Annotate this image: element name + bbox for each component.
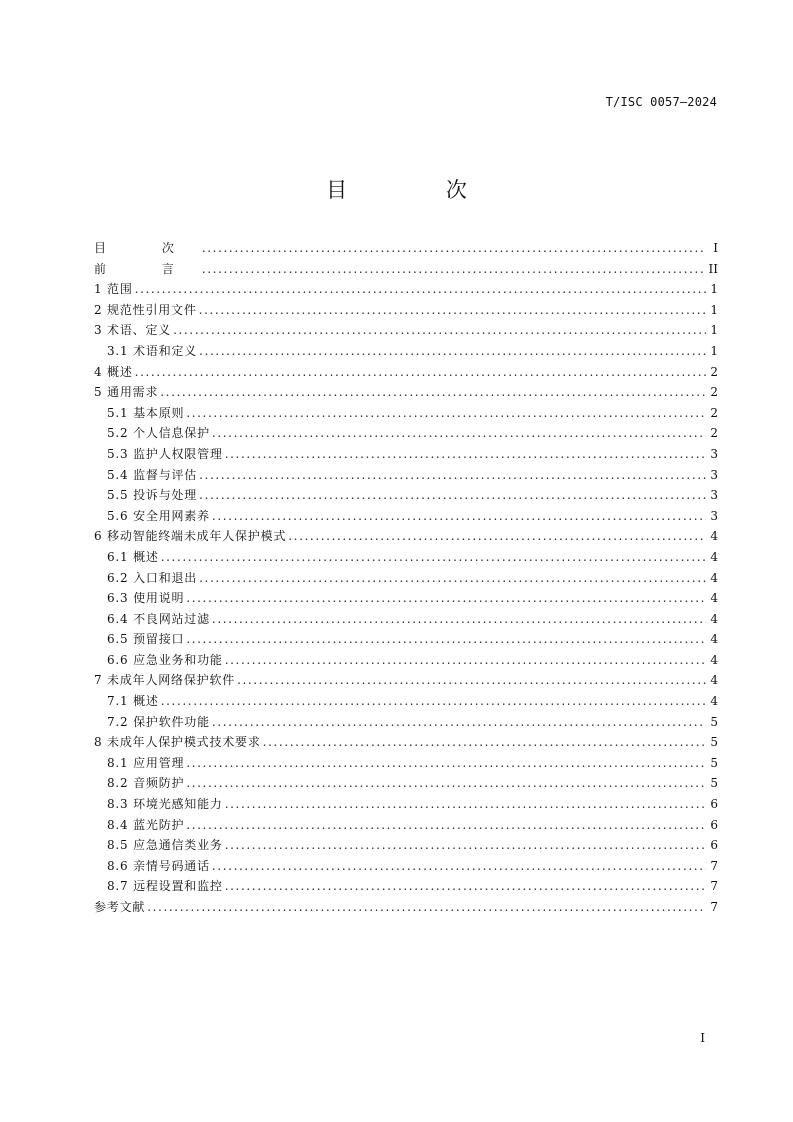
toc-dot-leader [135,362,706,383]
toc-entry[interactable] [94,547,718,568]
toc-entry-page: 4 [710,632,718,647]
toc-dot-leader [212,423,706,444]
toc-dot-leader [263,732,706,753]
document-code: T/ISC 0057—2024 [605,95,717,109]
toc-entry[interactable] [94,650,718,671]
toc-entry-page: 3 [710,488,718,503]
toc-entry[interactable] [94,712,718,733]
toc-dot-leader [186,815,706,836]
toc-entry-label: 5.3 监护人权限管理 [107,446,223,461]
toc-dot-leader [186,629,706,650]
toc-entry[interactable] [94,238,718,259]
toc-entry-label: 7.2 保护软件功能 [107,714,210,729]
toc-entry-label: 4 概述 [94,364,133,379]
toc-entry-page: 5 [710,735,718,750]
toc-dot-leader [225,794,706,815]
toc-entry-label: 3.1 术语和定义 [107,343,198,358]
toc-entry-label: 5.2 个人信息保护 [107,426,210,441]
toc-entry[interactable] [94,773,718,794]
toc-entry[interactable] [94,279,718,300]
toc-dot-leader [225,835,706,856]
toc-entry-page: 6 [710,797,718,812]
toc-dot-leader [186,588,706,609]
toc-entry[interactable] [94,423,718,444]
toc-entry-page: 7 [710,900,718,914]
toc-entry[interactable] [94,691,718,712]
toc-entry-label: 7.1 概述 [107,694,159,709]
toc-dot-leader [160,382,706,403]
toc-entry[interactable] [94,259,718,280]
toc-dot-leader [212,856,706,877]
toc-entry[interactable] [94,835,718,856]
toc-entry-label: 8.3 环境光感知能力 [107,797,223,812]
toc-dot-leader [212,712,706,733]
toc-entry-label: 6.3 使用说明 [107,591,185,606]
toc-title: 目 次 [326,178,513,202]
toc-entry-page: 4 [710,611,718,626]
toc-dot-leader [199,341,706,362]
toc-entry-page: 6 [710,817,718,832]
toc-entry-label: 8.6 亲情号码通话 [107,858,210,873]
toc-entry-label: 7 未成年人网络保护软件 [94,673,236,688]
toc-dot-leader [225,444,706,465]
toc-entry[interactable] [94,753,718,774]
toc-entry-page: 7 [710,858,718,873]
toc-entry-page: 4 [710,673,718,688]
toc-list [94,238,718,918]
toc-dot-leader [237,670,706,691]
toc-entry[interactable] [94,629,718,650]
toc-entry-label: 6.2 入口和退出 [107,570,198,585]
toc-dot-leader [186,403,706,424]
toc-entry[interactable] [94,444,718,465]
toc-entry-page: 2 [710,426,718,441]
toc-dot-leader [135,279,706,300]
toc-entry-label: 8.4 蓝光防护 [107,817,185,832]
toc-entry[interactable] [94,670,718,691]
toc-dot-leader [199,568,706,589]
toc-entry-page: 5 [710,776,718,791]
toc-dot-leader [212,609,706,630]
toc-dot-leader [225,876,706,897]
toc-entry-page: 2 [710,364,718,379]
toc-entry[interactable] [94,382,718,403]
toc-entry-label: 3 术语、定义 [94,323,172,338]
toc-entry-page: 1 [710,323,718,338]
toc-entry-label: 6.6 应急业务和功能 [107,652,223,667]
toc-entry-label: 8 未成年人保护模式技术要求 [94,735,261,750]
toc-entry-label: 5.5 投诉与处理 [107,488,198,503]
toc-dot-leader [212,506,706,527]
toc-entry-label: 6.1 概述 [107,549,159,564]
toc-entry-page: 5 [710,755,718,770]
toc-entry[interactable] [94,568,718,589]
toc-entry[interactable] [94,876,718,897]
toc-entry-page: 2 [710,385,718,400]
toc-entry-page: 3 [710,467,718,482]
toc-entry[interactable] [94,609,718,630]
toc-dot-leader [199,465,706,486]
toc-entry-label: 前 言 [94,261,200,276]
toc-entry[interactable] [94,300,718,321]
toc-dot-leader [202,259,705,280]
toc-entry-label: 参考文献 [94,900,146,914]
toc-entry[interactable] [94,485,718,506]
toc-entry-label: 5.6 安全用网素养 [107,508,210,523]
toc-entry-page: 4 [710,694,718,709]
toc-entry[interactable] [94,403,718,424]
toc-dot-leader [288,526,706,547]
toc-entry-page: 4 [710,570,718,585]
toc-entry-page: 3 [710,446,718,461]
toc-entry-label: 2 规范性引用文件 [94,302,197,317]
toc-entry-label: 1 范围 [94,282,133,297]
toc-entry[interactable] [94,588,718,609]
toc-entry-page: 4 [710,591,718,606]
toc-entry[interactable] [94,341,718,362]
toc-entry-page: 4 [710,652,718,667]
toc-entry-label: 8.5 应急通信类业务 [107,838,223,853]
toc-entry-page: 6 [710,838,718,853]
toc-entry-page: 4 [710,549,718,564]
toc-dot-leader [161,691,706,712]
toc-entry-label: 6.4 不良网站过滤 [107,611,210,626]
toc-entry[interactable] [94,897,718,918]
toc-dot-leader [147,897,706,918]
toc-entry-label: 5.1 基本原则 [107,405,185,420]
toc-entry[interactable] [94,526,718,547]
toc-entry-page: 7 [710,879,718,894]
toc-dot-leader [202,238,706,259]
toc-entry[interactable] [94,732,718,753]
toc-entry[interactable] [94,794,718,815]
toc-entry-page: I [713,241,718,255]
toc-entry-page: 1 [710,343,718,358]
toc-entry-page: 4 [710,529,718,544]
page-number: I [700,1031,705,1045]
toc-entry[interactable] [94,320,718,341]
toc-entry-page: 5 [710,714,718,729]
toc-entry-label: 6 移动智能终端未成年人保护模式 [94,529,287,544]
toc-entry[interactable] [94,815,718,836]
toc-entry-label: 6.5 预留接口 [107,632,185,647]
toc-entry[interactable] [94,506,718,527]
toc-dot-leader [186,753,706,774]
toc-dot-leader [186,773,706,794]
toc-dot-leader [173,320,706,341]
toc-entry-page: 1 [710,282,718,297]
toc-dot-leader [199,300,706,321]
toc-entry-label: 目 次 [94,241,200,255]
toc-entry[interactable] [94,856,718,877]
toc-entry-label: 8.7 远程设置和监控 [107,879,223,894]
toc-entry-page: II [708,261,718,276]
toc-dot-leader [225,650,706,671]
toc-entry-label: 8.1 应用管理 [107,755,185,770]
toc-entry-label: 5 通用需求 [94,385,159,400]
toc-entry-label: 5.4 监督与评估 [107,467,198,482]
toc-entry[interactable] [94,362,718,383]
toc-dot-leader [161,547,706,568]
toc-entry-page: 1 [710,302,718,317]
toc-entry-label: 8.2 音频防护 [107,776,185,791]
toc-dot-leader [199,485,706,506]
toc-entry-page: 3 [710,508,718,523]
toc-entry[interactable] [94,465,718,486]
toc-entry-page: 2 [710,405,718,420]
